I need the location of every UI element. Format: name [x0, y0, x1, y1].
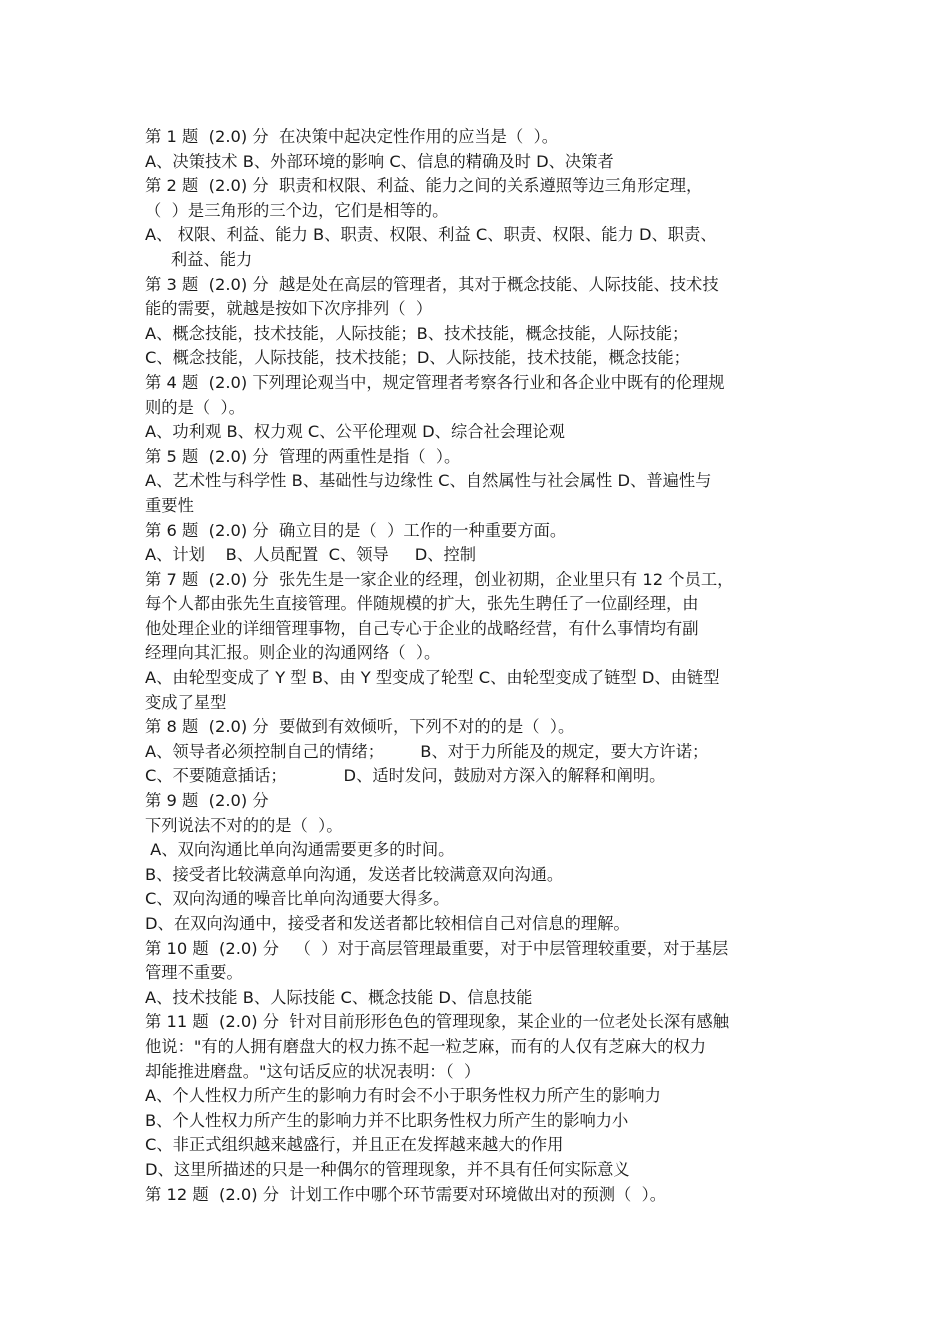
q10-stem-cont: 管理不重要。 — [145, 963, 243, 983]
q11-option-c: C、非正式组织越来越盛行，并且正在发挥越来越大的作用 — [145, 1135, 564, 1155]
q2-stem: 第 2 题 (2.0) 分 职责和权限、利益、能力之间的关系遵照等边三角形定理， — [145, 176, 703, 196]
q1-options: A、决策技术 B、外部环境的影响 C、信息的精确及时 D、决策者 — [145, 151, 614, 171]
q9-header: 第 9 题 (2.0) 分 — [145, 791, 269, 811]
q11-option-a: A、个人性权力所产生的影响力有时会不小于职务性权力所产生的影响力 — [145, 1086, 661, 1106]
document-body — [145, 125, 810, 1207]
q4-options: A、功利观 B、权力观 C、公平伦理观 D、综合社会理论观 — [145, 422, 565, 442]
q9-option-b: B、接受者比较满意单向沟通，发送者比较满意双向沟通。 — [145, 864, 564, 884]
q11-option-b: B、个人性权力所产生的影响力并不比职务性权力所产生的影响力小 — [145, 1110, 629, 1130]
q9-option-d: D、在双向沟通中，接受者和发送者都比较相信自己对信息的理解。 — [145, 914, 630, 933]
q4-stem-cont: 则的是（ ）。 — [145, 397, 245, 417]
q5-options: A、艺术性与科学性 B、基础性与边缘性 C、自然属性与社会属性 D、普遍性与 — [145, 471, 712, 491]
q2-options-cont: 利益、能力 — [145, 249, 253, 269]
q10-stem: 第 10 题 (2.0) 分 （ ）对于高层管理最重要，对于中层管理较重要，对于基层 — [145, 938, 729, 958]
q7-options-cont: 变成了星型 — [145, 692, 227, 712]
q2-options: A、 权限、利益、能力 B、职责、权限、利益 C、职责、权限、能力 D、职责、 — [145, 225, 717, 245]
q6-stem: 第 6 题 (2.0) 分 确立目的是（ ）工作的一种重要方面。 — [145, 520, 567, 540]
q11-stem: 第 11 题 (2.0) 分 针对目前形形色色的管理现象，某企业的一位老处长深有感触 — [145, 1012, 729, 1032]
q7-stem-cont-3: 经理向其汇报。则企业的沟通网络（ ）。 — [145, 643, 441, 663]
q5-options-cont: 重要性 — [145, 495, 194, 515]
q8-stem: 第 8 题 (2.0) 分 要做到有效倾听，下列不对的的是（ ）。 — [145, 717, 575, 737]
q7-stem: 第 7 题 (2.0) 分 张先生是一家企业的经理，创业初期，企业里只有 12 个员工， — [145, 569, 734, 589]
q8-options-ab: A、领导者必须控制自己的情绪； B、对于力所能及的规定，要大方许诺； — [145, 741, 709, 761]
q9-stem: 下列说法不对的的是（ ）。 — [145, 815, 343, 835]
q5-stem: 第 5 题 (2.0) 分 管理的两重性是指（ ）。 — [145, 446, 461, 466]
q3-stem-cont: 能的需要，就越是按如下次序排列（ ） — [145, 299, 433, 319]
q4-stem: 第 4 题 (2.0) 下列理论观当中，规定管理者考察各行业和各企业中既有的伦理规 — [145, 372, 725, 392]
q9-option-c: C、双向沟通的噪音比单向沟通要大得多。 — [145, 889, 450, 909]
q7-options: A、由轮型变成了 Y 型 B、由 Y 型变成了轮型 C、由轮型变成了链型 D、由链型 — [145, 668, 720, 688]
q3-options-cd: C、概念技能，人际技能，技术技能；D、人际技能，技术技能，概念技能； — [145, 348, 690, 368]
q11-option-d: D、这里所描述的只是一种偶尔的管理现象，并不具有任何实际意义 — [145, 1159, 630, 1179]
q10-options: A、技术技能 B、人际技能 C、概念技能 D、信息技能 — [145, 987, 533, 1007]
q7-stem-cont-1: 每个人都由张先生直接管理。伴随规模的扩大，张先生聘任了一位副经理，由 — [145, 594, 699, 614]
q1-stem: 第 1 题 (2.0) 分 在决策中起决定性作用的应当是（ ）。 — [145, 127, 559, 146]
q7-stem-cont-2: 他处理企业的详细管理事物，自己专心于企业的战略经营，有什么事情均有副 — [145, 618, 699, 638]
q2-stem-cont: （ ）是三角形的三个边，它们是相等的。 — [145, 200, 449, 220]
q9-option-a: A、双向沟通比单向沟通需要更多的时间。 — [145, 840, 455, 860]
q3-stem: 第 3 题 (2.0) 分 越是处在高层的管理者，其对于概念技能、人际技能、技术技 — [145, 274, 719, 294]
q3-options-ab: A、概念技能，技术技能，人际技能；B、技术技能，概念技能，人际技能； — [145, 323, 689, 343]
q8-options-cd: C、不要随意插话； D、适时发问，鼓励对方深入的解释和阐明。 — [145, 766, 666, 786]
q11-stem-cont-1: 他说："有的人拥有磨盘大的权力拣不起一粒芝麻，而有的人仅有芝麻大的权力 — [145, 1036, 707, 1056]
q12-stem: 第 12 题 (2.0) 分 计划工作中哪个环节需要对环境做出对的预测（ ）。 — [145, 1184, 667, 1204]
q11-stem-cont-2: 却能推进磨盘。"这句话反应的状况表明：（ ） — [145, 1061, 481, 1081]
q6-options: A、计划 B、人员配置 C、领导 D、控制 — [145, 545, 477, 565]
